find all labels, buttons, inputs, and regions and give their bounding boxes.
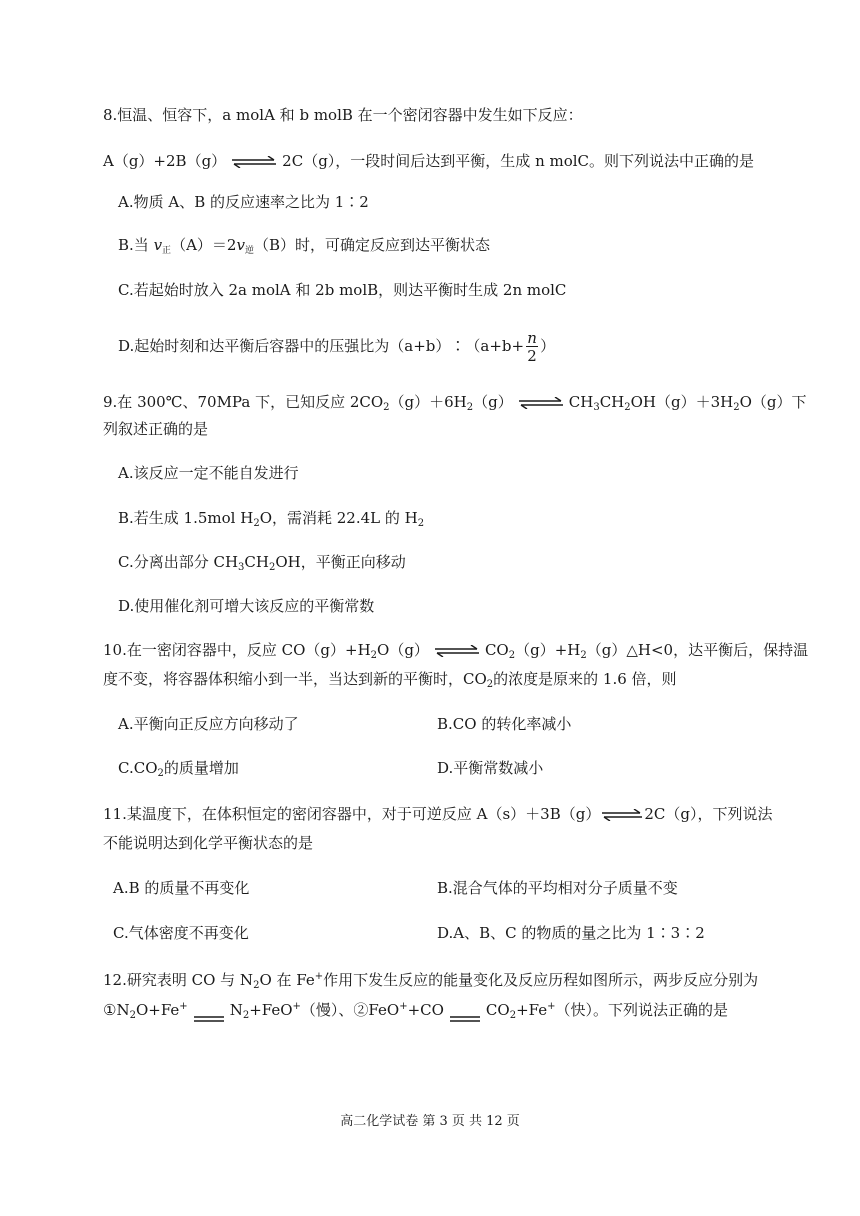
equilibrium-arrow-icon	[232, 156, 276, 168]
equals-sign-icon	[450, 1007, 480, 1015]
fraction-n-over-2: $\frac{n}{2}$	[527, 328, 537, 365]
q12-stem-line1: 12.研究表明 CO 与 $N_2O$ 在 Fe+作用下发生反应的能量变化及反应历程如图所示，两步反应分别为	[103, 971, 759, 991]
q8-stem-line2: A（g）+2B（g） 2C（g），一段时间后达到平衡，生成 n molC。则下列说法中正确的是	[103, 152, 755, 170]
q10-option-a: A.平衡向正反应方向移动了	[118, 715, 299, 733]
q9-stem-line2: 列叙述正确的是	[103, 420, 209, 438]
q10-stem-line1: 10.在一密闭容器中，反应 $CO(g)+H_2O(g)$ $CO_2(g)+H_2(g)\triangle H<0$，达平衡后，保持温	[103, 641, 809, 661]
q11-option-a: A.B 的质量不再变化	[113, 879, 250, 897]
q12-stem-line2: $①N_2O+Fe^+$ $N_2+FeO^+$（慢）、②FeO++CO $CO_2+Fe^+$（快）。下列说法正确的是	[103, 1001, 729, 1021]
q10-option-c: $C.CO_2$的质量增加	[118, 759, 239, 779]
q8-option-d: D.起始时刻和达平衡后容器中的压强比为（a+b）∶（a+b+ $\frac{n}{2}$ ）	[118, 328, 556, 365]
q11-option-d: D.A、B、C 的物质的量之比为 1∶3∶2	[437, 924, 705, 942]
equilibrium-arrow-icon	[435, 645, 479, 657]
equals-sign-icon	[194, 1007, 224, 1015]
equilibrium-arrow-icon	[519, 397, 563, 409]
q11-option-b: B.混合气体的平均相对分子质量不变	[437, 879, 678, 897]
q8-option-a: A.物质 A、B 的反应速率之比为 1∶2	[118, 193, 369, 211]
page-footer: 高二化学试卷 第 3 页 共 12 页	[340, 1114, 520, 1129]
q9-stem-line1: 9.在 300℃、70MPa 下，已知反应 $2CO_2(g)+6H_2(g)$ $CH_3CH_2OH(g)+3H_2O(g)$下	[103, 393, 807, 413]
q10-option-b: B.CO 的转化率减小	[437, 715, 572, 733]
equilibrium-arrow-icon	[602, 809, 642, 821]
q11-option-c: C.气体密度不再变化	[113, 924, 249, 942]
q10-stem-line2: 度不变，将容器体积缩小到一半，当达到新的平衡时，$CO_2$的浓度是原来的 1.6 倍，则	[103, 670, 677, 690]
q11-stem-line1: 11.某温度下，在体积恒定的密闭容器中，对于可逆反应 A（s）＋3B（g） 2C（g），下列说法	[103, 805, 773, 823]
q8-option-c: C.若起始时放入 2a molA 和 2b molB，则达平衡时生成 2n molC	[118, 281, 567, 299]
q9-option-b: B.若生成 1.5mol $H_2O$，需消耗 22.4L 的 $H_2$	[118, 509, 425, 529]
q10-option-d: D.平衡常数减小	[437, 759, 544, 777]
q8-option-b: B.当 $v_正(A)=2v_逆(B)$时，可确定反应到达平衡状态	[118, 236, 490, 256]
q11-stem-line2: 不能说明达到化学平衡状态的是	[103, 834, 314, 852]
q8-stem-line1: 8.恒温、恒容下，a molA 和 b molB 在一个密闭容器中发生如下反应：	[103, 106, 583, 124]
q9-option-d: D.使用催化剂可增大该反应的平衡常数	[118, 597, 375, 615]
q9-option-a: A.该反应一定不能自发进行	[118, 464, 299, 482]
q9-option-c: C.分离出部分 $CH_3CH_2OH$，平衡正向移动	[118, 553, 406, 573]
